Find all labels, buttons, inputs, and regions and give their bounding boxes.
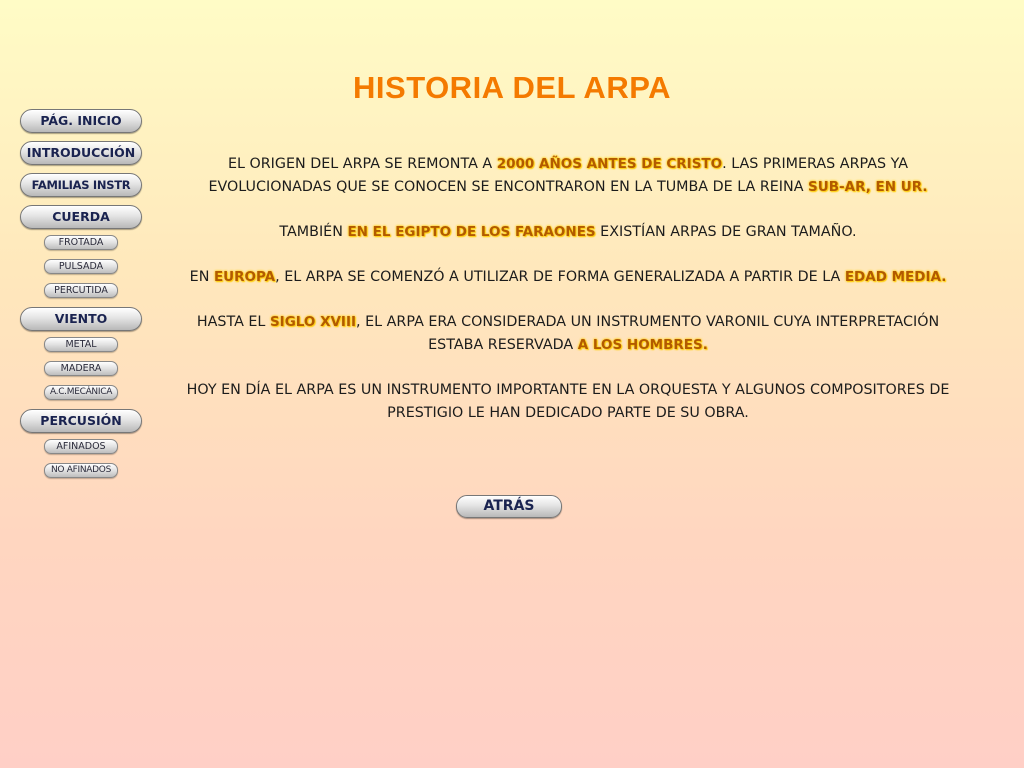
- nav-sub-afinados[interactable]: AFINADOS: [44, 439, 118, 454]
- nav-sub-no-afinados[interactable]: NO AFINADOS: [44, 463, 118, 478]
- paragraph-text: HOY EN DÍA EL ARPA ES UN INSTRUMENTO IMPORTANTE EN LA ORQUESTA Y ALGUNOS COMPOSITORES DE PRESTIGIO LE HAN DEDICADO PARTE DE SU OBRA.: [186, 382, 950, 421]
- paragraph-egipto: [170, 221, 966, 244]
- cuerda-submenu: [44, 235, 144, 298]
- paragraph-text: EL ORIGEN DEL ARPA SE REMONTA A: [227, 156, 497, 172]
- highlight-text: EDAD MEDIA.: [844, 269, 947, 285]
- highlight-text: EN EL EGIPTO DE LOS FARAONES: [347, 224, 596, 240]
- page-title: HISTORIA DEL ARPA: [353, 70, 671, 105]
- nav-sub-madera[interactable]: MADERA: [44, 361, 118, 376]
- nav-sub-frotada[interactable]: FROTADA: [44, 235, 118, 250]
- paragraph-text: . LAS PRIMERAS ARPAS YA EVOLUCIONADAS QUE SE CONOCEN SE ENCONTRARON EN LA TUMBA DE LA REINA: [208, 156, 909, 195]
- paragraph-text: , EL ARPA ERA CONSIDERADA UN INSTRUMENTO VARONIL CUYA INTERPRETACIÓN ESTABA RESERVADA: [356, 314, 940, 353]
- percusion-submenu: [44, 439, 144, 478]
- highlight-text: EUROPA: [213, 269, 276, 285]
- nav-button-introduccion[interactable]: INTRODUCCIÓN: [20, 141, 142, 165]
- nav-button-cuerda[interactable]: CUERDA: [20, 205, 142, 229]
- highlight-text: 2000 AÑOS ANTES DE CRISTO: [496, 156, 723, 172]
- nav-sub-metal[interactable]: METAL: [44, 337, 118, 352]
- paragraph-text: EXISTÍAN ARPAS DE GRAN TAMAÑO.: [595, 224, 857, 240]
- paragraph-text: EN: [189, 269, 214, 285]
- back-button[interactable]: ATRÁS: [456, 495, 562, 518]
- highlight-text: SIGLO XVIII: [269, 314, 357, 330]
- highlight-text: SUB-AR, EN UR.: [808, 179, 928, 195]
- highlight-text: A LOS HOMBRES.: [577, 337, 708, 353]
- nav-sub-ac-mecanica[interactable]: A.C.MECÁNICA: [44, 385, 118, 400]
- paragraph-hoy: [170, 379, 966, 425]
- nav-sub-pulsada[interactable]: PULSADA: [44, 259, 118, 274]
- sidebar-nav: [20, 109, 144, 487]
- nav-button-percusion[interactable]: PERCUSIÓN: [20, 409, 142, 433]
- paragraph-siglo: [170, 311, 966, 357]
- nav-button-inicio[interactable]: PÁG. INICIO: [20, 109, 142, 133]
- main-content: [170, 153, 966, 447]
- paragraph-text: TAMBIÉN: [279, 224, 348, 240]
- paragraph-text: , EL ARPA SE COMENZÓ A UTILIZAR DE FORMA GENERALIZADA A PARTIR DE LA: [275, 269, 845, 285]
- paragraph-origen: [170, 153, 966, 199]
- viento-submenu: [44, 337, 144, 400]
- nav-button-familias[interactable]: FAMILIAS INSTR: [20, 173, 142, 197]
- nav-button-viento[interactable]: VIENTO: [20, 307, 142, 331]
- paragraph-text: HASTA EL: [196, 314, 270, 330]
- nav-sub-percutida[interactable]: PERCUTIDA: [44, 283, 118, 298]
- paragraph-europa: [170, 266, 966, 289]
